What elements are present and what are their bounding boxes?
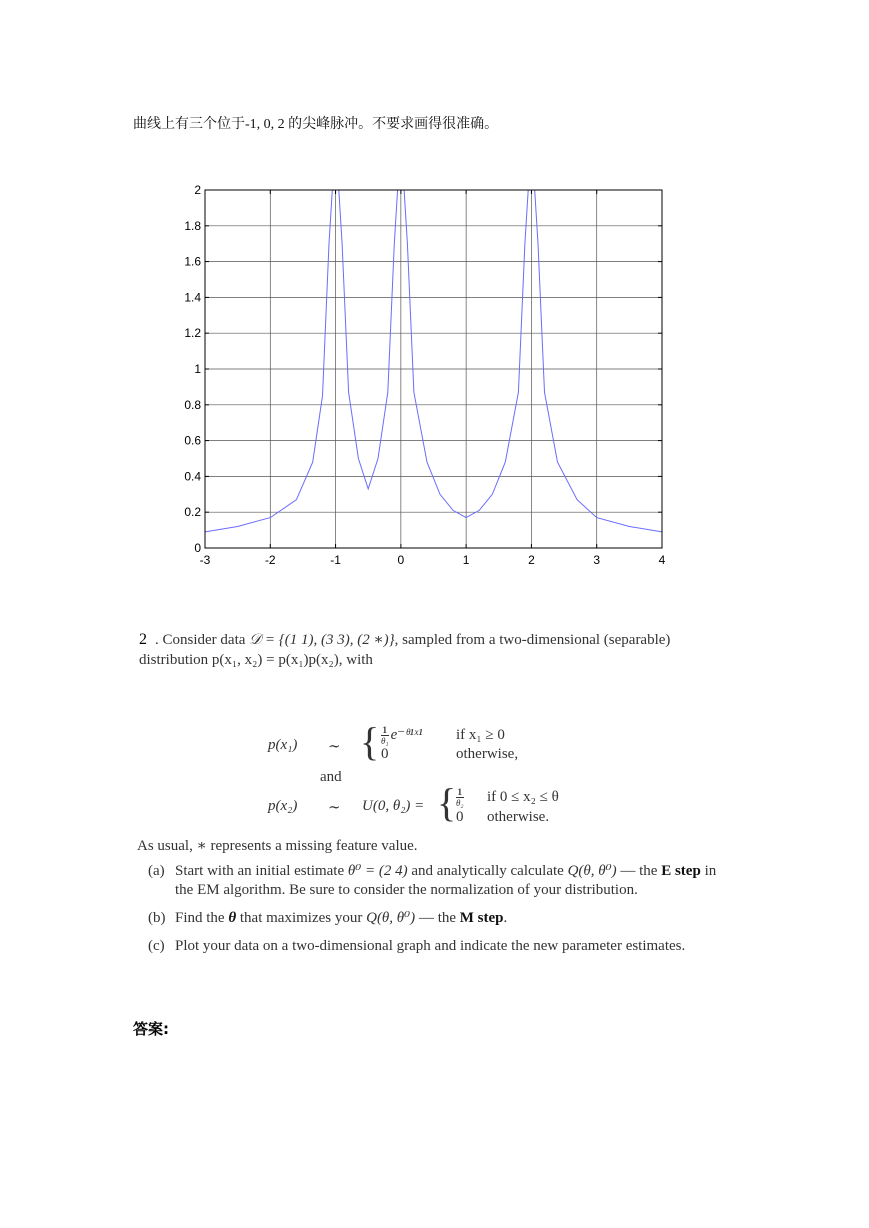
y-tick-label: 1: [194, 362, 201, 376]
problem-number: 2: [139, 631, 147, 648]
y-tick-label: 0.2: [184, 505, 201, 520]
eq2-case1-cond: if 0 ≤ x₂ ≤ θ: [487, 789, 559, 805]
eq2-case2-cond: otherwise.: [487, 809, 550, 825]
question-a-bold: E step: [661, 863, 701, 879]
question-b-t2: that maximizes your: [236, 910, 367, 926]
question-label: (b): [148, 910, 166, 926]
eq1-exp: e⁻ᶿ¹ˣ¹: [390, 727, 423, 743]
question-a-t1: Start with an initial estimate: [175, 863, 348, 879]
question-text: [175, 909, 728, 928]
eq2-mid: U(0, θ₂) =: [362, 798, 425, 814]
x-tick-label: 0: [397, 553, 405, 567]
y-tick-label: 1.4: [184, 290, 201, 305]
problem-line1-pre: . Consider data: [155, 632, 250, 648]
question-b: [148, 909, 728, 928]
series-line: [205, 190, 662, 532]
problem-line-2: distribution p(x₁, x₂) = p(x₁)p(x₂), with: [139, 652, 373, 668]
x-tick-label: 2: [528, 553, 535, 567]
question-b-m1: θ: [228, 910, 237, 926]
y-tick-label: 0.6: [184, 433, 201, 448]
problem-line-1: [139, 630, 739, 650]
question-text: Plot your data on a two-dimensional graph and indicate the new parameter estimates.: [175, 938, 686, 954]
question-label: (a): [148, 863, 165, 879]
x-tick-label: -2: [264, 553, 276, 567]
x-tick-label: -3: [199, 553, 211, 567]
chart-grid: [205, 190, 662, 548]
question-a: [148, 862, 728, 900]
data-set: 𝒟 = {(1 1), (3 3), (2 ∗)}: [249, 632, 395, 648]
question-a-m1: θ⁰ = (2 4): [347, 863, 408, 879]
question-b-t1: Find the: [175, 910, 229, 926]
question-text: [175, 862, 728, 900]
question-b-m2: Q(θ, θ⁰): [366, 910, 416, 926]
x-tick-label: 4: [658, 553, 666, 567]
question-b-bold: M step: [459, 910, 504, 926]
eq1-sim: ∼: [328, 739, 341, 755]
question-label: (c): [148, 938, 165, 954]
answer-label: 答案:: [133, 1020, 169, 1038]
x-tick-label: 1: [462, 553, 470, 567]
question-a-m2: Q(θ, θ⁰): [567, 863, 617, 879]
eq1-case1-cond: if x₁ ≥ 0: [456, 727, 505, 743]
chart-series: [205, 190, 662, 532]
problem-line1-post: , sampled from a two-dimensional (separable): [394, 632, 671, 648]
y-tick-label: 1.8: [184, 218, 201, 233]
question-a-t4: in the EM algorithm. Be sure to consider the normalization of your distribution.: [175, 863, 717, 898]
spike-chart: [150, 178, 690, 578]
chart-ticks: [184, 183, 665, 567]
question-list: [148, 862, 728, 965]
question-b-t4: .: [503, 910, 508, 926]
eq2-sim: ∼: [328, 800, 341, 816]
eq1-case2-expr: 0: [381, 746, 389, 762]
eq2-case1-expr: [456, 787, 466, 808]
question-a-t2: and analytically calculate: [407, 863, 568, 879]
problem-statement: [139, 630, 739, 670]
question-c: [148, 937, 728, 956]
question-b-t3: — the: [415, 910, 460, 926]
eq2-frac-den: θ₂: [456, 798, 464, 808]
intro-text: 曲线上有三个位于-1, 0, 2 的尖峰脉冲。不要求画得很准确。: [133, 117, 499, 132]
y-tick-label: 2: [194, 183, 201, 197]
eq1-case1-expr: [381, 725, 423, 746]
y-tick-label: 1.2: [184, 326, 201, 341]
eq2-lhs: p(x₂): [268, 798, 298, 814]
eq2-frac: [456, 787, 464, 808]
x-tick-label: -1: [330, 553, 341, 567]
eq2-brace: {: [437, 780, 457, 825]
eq1-frac: [381, 725, 389, 746]
y-tick-label: 0.4: [184, 469, 201, 484]
y-tick-label: 1.6: [184, 254, 201, 269]
eq2-frac-num: 1: [457, 787, 463, 797]
eq1-frac-num: 1: [382, 725, 388, 736]
missing-note: As usual, ∗ represents a missing feature value.: [137, 838, 418, 854]
question-a-t3: — the: [616, 863, 662, 879]
eq1-frac-den: θ₁: [381, 736, 389, 747]
eq1-brace: {: [360, 719, 380, 764]
x-tick-label: 3: [593, 553, 601, 567]
eq2-case2-expr: 0: [456, 809, 464, 825]
y-tick-label: 0: [194, 541, 201, 555]
eq-and: and: [320, 769, 342, 785]
y-tick-label: 0.8: [184, 397, 201, 412]
eq1-case2-cond: otherwise,: [456, 746, 519, 762]
eq1-lhs: p(x₁): [268, 737, 298, 753]
